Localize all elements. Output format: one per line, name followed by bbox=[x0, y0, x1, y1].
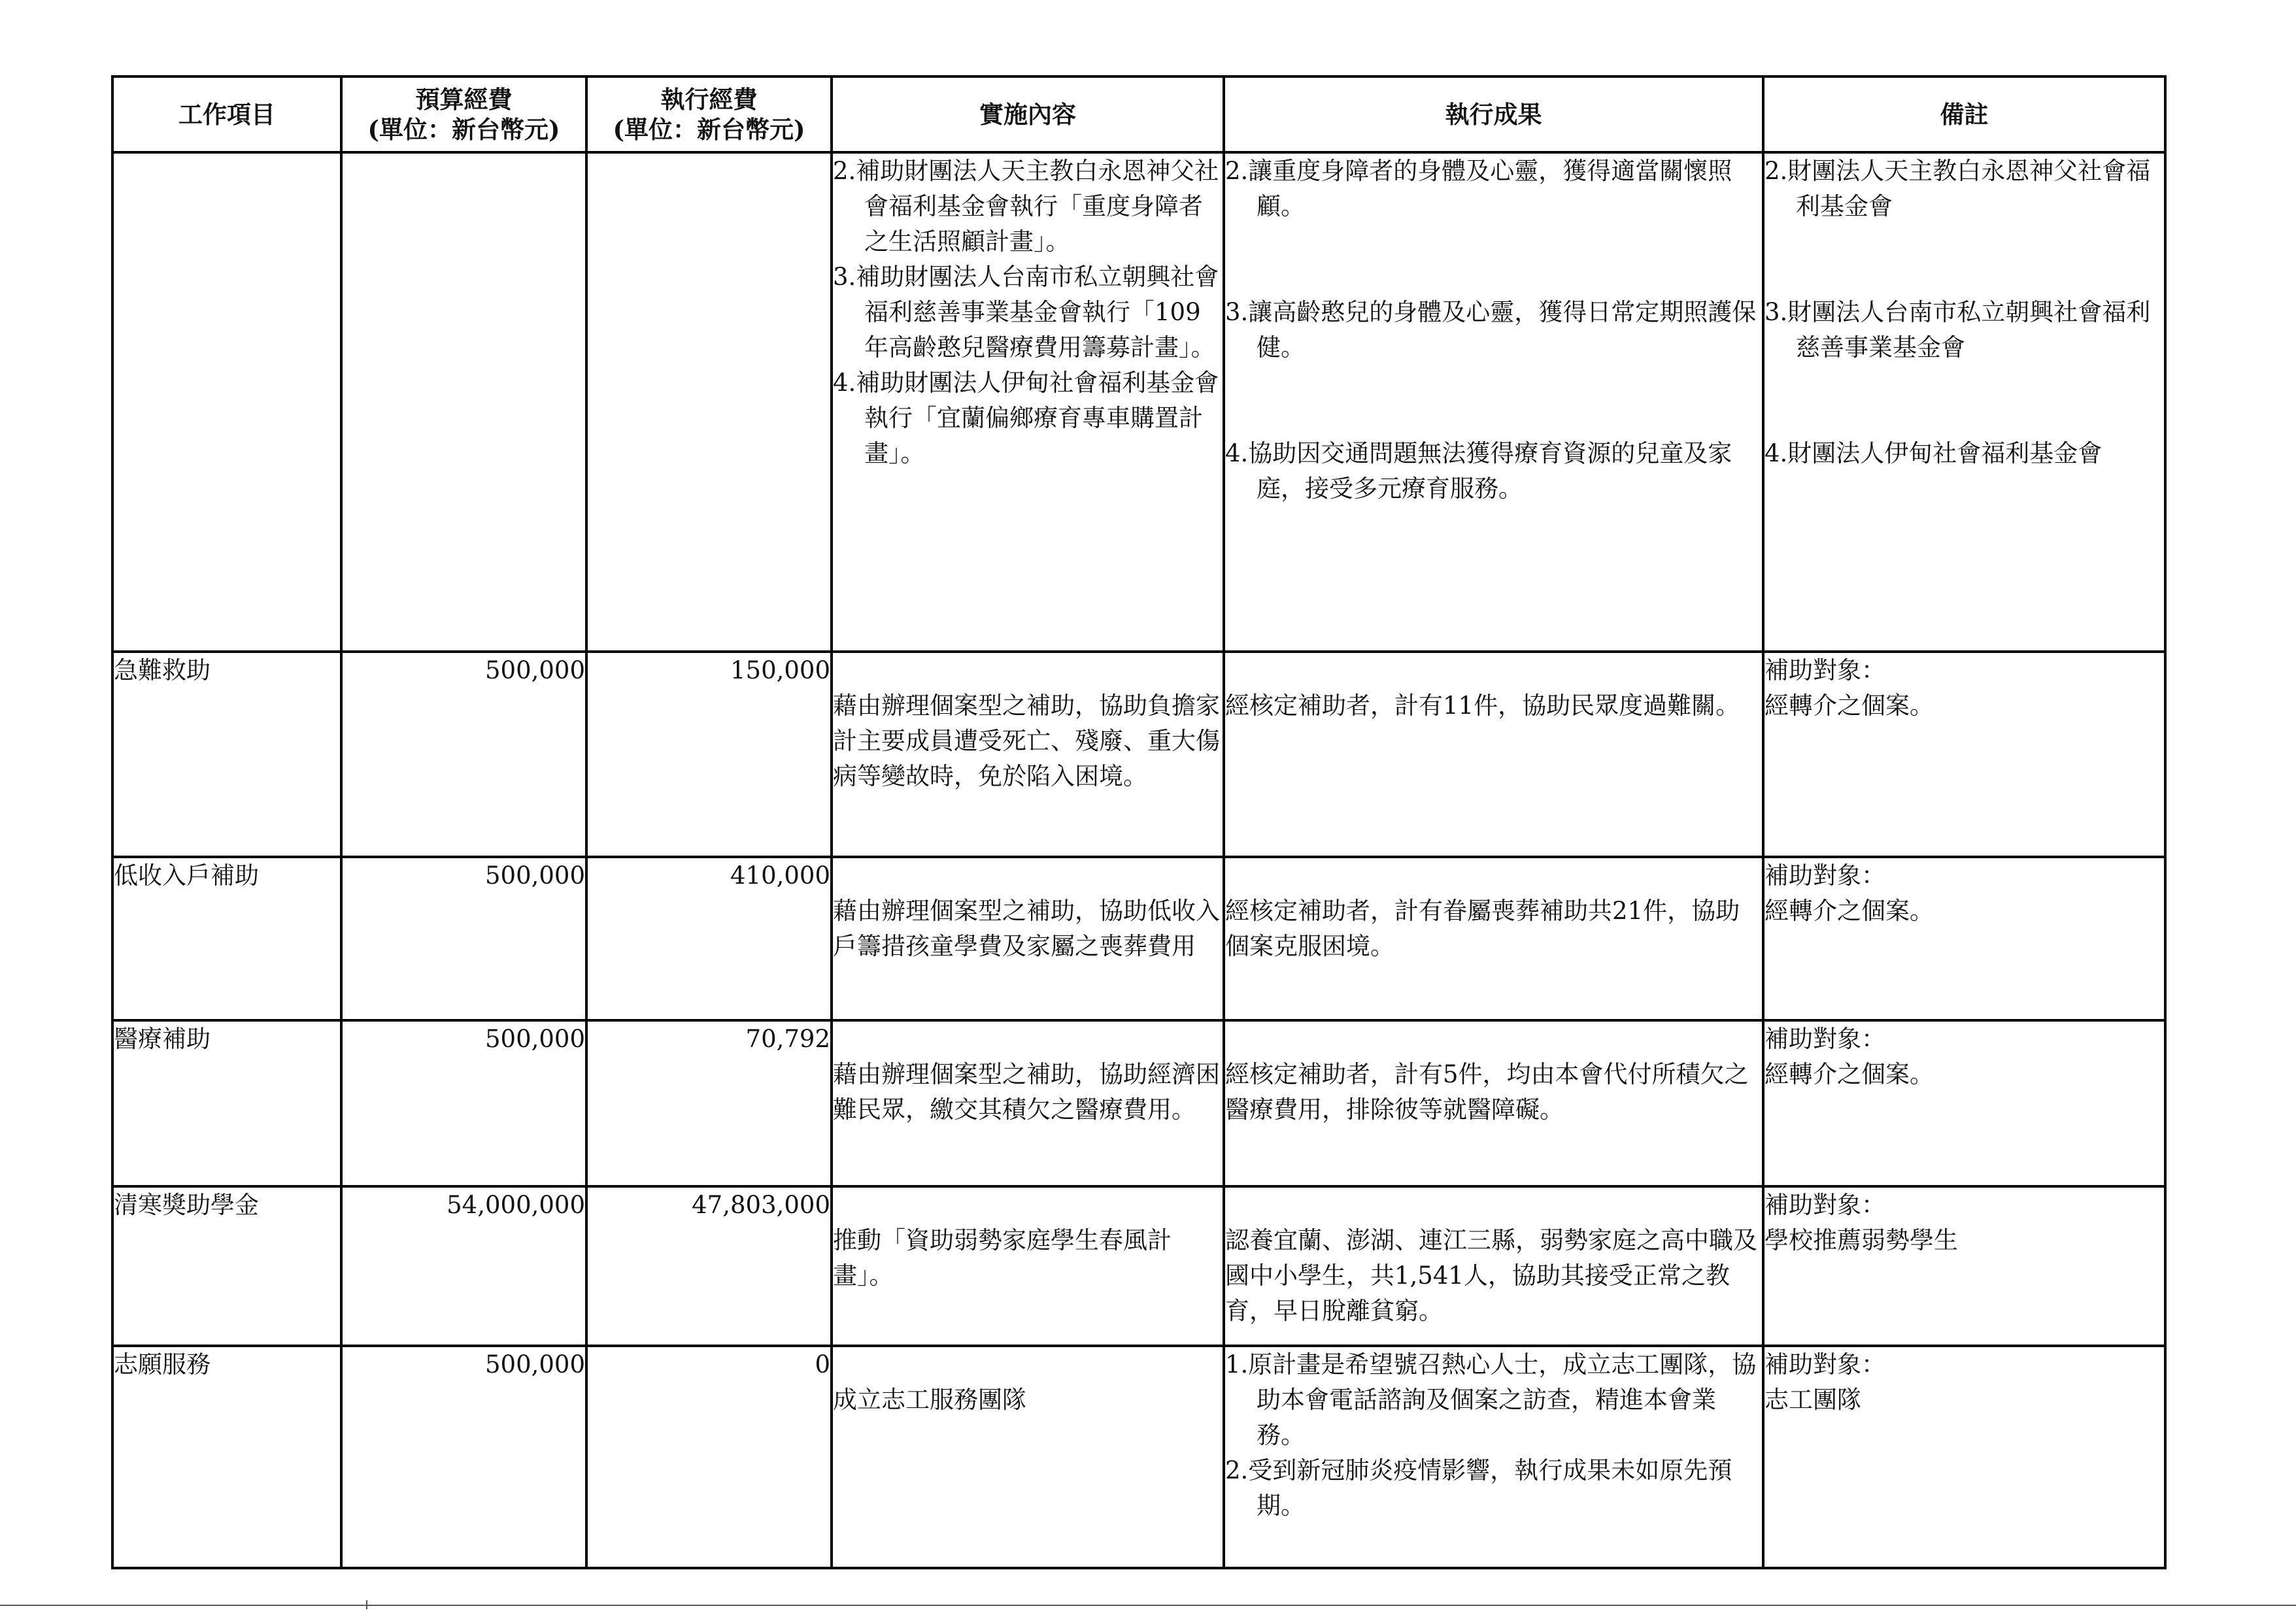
cell-item: 醫療補助 bbox=[112, 1020, 341, 1186]
cell-note bbox=[1763, 1186, 2165, 1346]
table-header-row bbox=[112, 76, 2165, 152]
cell-content bbox=[832, 1020, 1224, 1186]
header-note: 備註 bbox=[1763, 76, 2165, 152]
note-title: 補助對象： bbox=[1764, 1191, 1885, 1219]
footer-tick bbox=[366, 1600, 367, 1609]
cell-budget: 500,000 bbox=[341, 652, 586, 857]
cell-budget: 500,000 bbox=[341, 1020, 586, 1186]
cell-item: 志願服務 bbox=[112, 1346, 341, 1568]
table-row bbox=[112, 1186, 2165, 1346]
note-body: 志工團隊 bbox=[1764, 1386, 1861, 1414]
note-body: 經轉介之個案。 bbox=[1764, 897, 1934, 925]
note-item: 3.財團法人台南市私立朝興社會福利慈善事業基金會 bbox=[1764, 298, 2151, 361]
content-text: 推動「資助弱勢家庭學生春風計畫」。 bbox=[833, 1226, 1172, 1290]
cell-item: 急難救助 bbox=[112, 652, 341, 857]
cell-spent: 0 bbox=[586, 1346, 832, 1568]
content-item: 4.補助財團法人伊甸社會福利基金會執行「宜蘭偏鄉療育專車購置計畫」。 bbox=[833, 369, 1219, 467]
note-item: 2.財團法人天主教白永恩神父社會福利基金會 bbox=[1764, 157, 2151, 220]
header-spent-unit: (單位：新台幣元) bbox=[613, 115, 805, 144]
content-item: 2.補助財團法人天主教白永恩神父社會福利基金會執行「重度身障者之生活照顧計畫」。 bbox=[833, 157, 1219, 256]
header-item: 工作項目 bbox=[112, 76, 341, 152]
cell-result bbox=[1224, 1186, 1763, 1346]
content-item: 3.補助財團法人台南市私立朝興社會福利慈善事業基金會執行「109年高齡憨兒醫療費用籌募計畫」。 bbox=[833, 263, 1219, 361]
cell-result bbox=[1224, 857, 1763, 1020]
cell-budget: 500,000 bbox=[341, 857, 586, 1020]
cell-spent: 150,000 bbox=[586, 652, 832, 857]
cell-spent bbox=[586, 152, 832, 652]
note-body: 學校推薦弱勢學生 bbox=[1764, 1226, 1958, 1254]
content-text: 藉由辦理個案型之補助，協助負擔家計主要成員遭受死亡、殘廢、重大傷病等變故時，免於陷入困境。 bbox=[833, 692, 1220, 790]
footer-divider bbox=[0, 1605, 2296, 1606]
cell-spent: 410,000 bbox=[586, 857, 832, 1020]
cell-content bbox=[832, 857, 1224, 1020]
cell-note bbox=[1763, 857, 2165, 1020]
cell-item: 低收入戶補助 bbox=[112, 857, 341, 1020]
result-item: 2.讓重度身障者的身體及心靈，獲得適當關懷照顧。 bbox=[1225, 157, 1732, 220]
header-budget bbox=[341, 76, 586, 152]
result-item: 4.協助因交通問題無法獲得療育資源的兒童及家庭，接受多元療育服務。 bbox=[1225, 439, 1732, 503]
result-item: 2.受到新冠肺炎疫情影響，執行成果未如原先預期。 bbox=[1225, 1456, 1732, 1520]
cell-budget: 54,000,000 bbox=[341, 1186, 586, 1346]
note-body: 經轉介之個案。 bbox=[1764, 1060, 1934, 1088]
cell-content bbox=[832, 1186, 1224, 1346]
cell-result bbox=[1224, 152, 1763, 652]
table-row bbox=[112, 1346, 2165, 1568]
cell-result bbox=[1224, 1020, 1763, 1186]
result-item: 1.原計畫是希望號召熱心人士，成立志工團隊，協助本會電話諮詢及個案之訪查，精進本會業務。 bbox=[1225, 1350, 1757, 1449]
cell-content bbox=[832, 652, 1224, 857]
cell-result bbox=[1224, 652, 1763, 857]
cell-spent: 70,792 bbox=[586, 1020, 832, 1186]
table-row-continued bbox=[112, 152, 2165, 652]
header-budget-title: 預算經費 bbox=[415, 85, 513, 114]
header-result: 執行成果 bbox=[1224, 76, 1763, 152]
table-row bbox=[112, 652, 2165, 857]
table-row bbox=[112, 1020, 2165, 1186]
header-spent bbox=[586, 76, 832, 152]
cell-content bbox=[832, 152, 1224, 652]
cell-note bbox=[1763, 152, 2165, 652]
cell-budget bbox=[341, 152, 586, 652]
result-text: 認養宜蘭、澎湖、連江三縣，弱勢家庭之高中職及國中小學生，共1,541人，協助其接受正常之教育，早日脫離貧窮。 bbox=[1225, 1226, 1757, 1325]
result-text: 經核定補助者，計有眷屬喪葬補助共21件，協助個案克服困境。 bbox=[1225, 897, 1740, 960]
cell-result bbox=[1224, 1346, 1763, 1568]
cell-note bbox=[1763, 1346, 2165, 1568]
header-budget-unit: (單位：新台幣元) bbox=[367, 115, 560, 144]
content-text: 藉由辦理個案型之補助，協助低收入戶籌措孩童學費及家屬之喪葬費用 bbox=[833, 897, 1220, 960]
cell-item: 清寒獎助學金 bbox=[112, 1186, 341, 1346]
header-spent-title: 執行經費 bbox=[660, 85, 758, 114]
note-title: 補助對象： bbox=[1764, 656, 1885, 684]
result-text: 經核定補助者，計有11件，協助民眾度過難關。 bbox=[1225, 692, 1740, 720]
note-item: 4.財團法人伊甸社會福利基金會 bbox=[1764, 439, 2102, 467]
cell-item bbox=[112, 152, 341, 652]
note-body: 經轉介之個案。 bbox=[1764, 692, 1934, 720]
content-text: 藉由辦理個案型之補助，協助經濟困難民眾，繳交其積欠之醫療費用。 bbox=[833, 1060, 1220, 1124]
cell-note bbox=[1763, 1020, 2165, 1186]
result-item: 3.讓高齡憨兒的身體及心靈，獲得日常定期照護保健。 bbox=[1225, 298, 1757, 361]
header-content: 實施內容 bbox=[832, 76, 1224, 152]
cell-budget: 500,000 bbox=[341, 1346, 586, 1568]
result-text: 經核定補助者，計有5件，均由本會代付所積欠之醫療費用，排除彼等就醫障礙。 bbox=[1225, 1060, 1749, 1124]
note-title: 補助對象： bbox=[1764, 861, 1885, 890]
work-items-table bbox=[111, 75, 2167, 1569]
note-title: 補助對象： bbox=[1764, 1350, 1885, 1379]
cell-note bbox=[1763, 652, 2165, 857]
cell-spent: 47,803,000 bbox=[586, 1186, 832, 1346]
content-text: 成立志工服務團隊 bbox=[833, 1386, 1026, 1414]
table-row bbox=[112, 857, 2165, 1020]
note-title: 補助對象： bbox=[1764, 1025, 1885, 1053]
cell-content bbox=[832, 1346, 1224, 1568]
